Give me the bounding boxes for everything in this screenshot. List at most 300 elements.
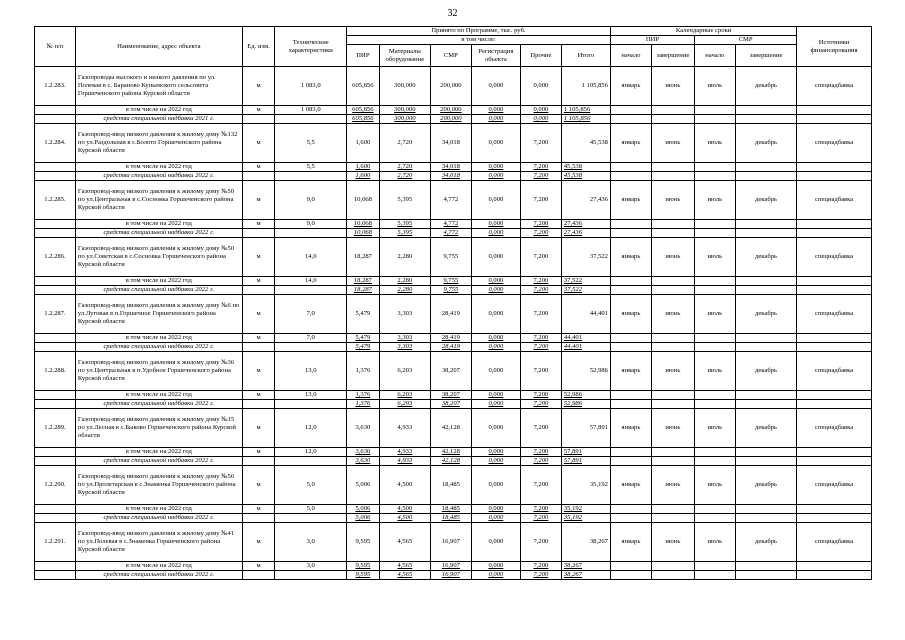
subtotal-value: 0,000 — [471, 334, 520, 343]
subtotal-row — [35, 106, 872, 115]
program-table — [34, 26, 872, 580]
pir-end-cell: июнь — [651, 466, 694, 505]
subtotal-blank — [651, 448, 694, 457]
smr-start-cell: июль — [694, 238, 735, 277]
reg-cell: 0,000 — [471, 238, 520, 277]
subtotal-value: 1,600 — [347, 163, 380, 172]
object-name: Газопровод-ввод низкого давления к жилому дому №15 по ул.Лесная в с.Быково Горшеченского района Курской области — [75, 409, 242, 448]
table-header — [35, 27, 872, 67]
subtotal-value: 10,068 — [347, 220, 380, 229]
tech-cell: 12,0 — [275, 409, 347, 448]
source-value: 5,479 — [347, 343, 380, 352]
source-empty — [35, 571, 76, 580]
subtotal-empty — [35, 277, 76, 286]
source-row — [35, 172, 872, 181]
subtotal-value: 1,376 — [347, 391, 380, 400]
subtotal-value: 7,200 — [520, 562, 561, 571]
subtotal-value: 28,419 — [430, 334, 471, 343]
source-blank — [694, 172, 735, 181]
subtotal-label: в том числе на 2022 год — [75, 106, 242, 115]
subtotal-value: 7,200 — [520, 448, 561, 457]
source-value: 1,600 — [347, 172, 380, 181]
source-cell: спецнадбавка — [797, 409, 872, 448]
object-name: Газопровод-ввод низкого давления к жилому дому №41 по ул.Полевая в с.Знаменка Горшеченского района Курской области — [75, 523, 242, 562]
pir-start-cell: январь — [610, 295, 651, 334]
subtotal-value: 45,538 — [561, 163, 610, 172]
smr-end-cell: декабрь — [735, 124, 796, 163]
subtotal-blank — [735, 277, 796, 286]
other-cell: 7,200 — [520, 523, 561, 562]
smr-start-cell: июль — [694, 409, 735, 448]
pir-start-cell: январь — [610, 352, 651, 391]
source-value: 3,303 — [379, 343, 430, 352]
source-blank — [242, 343, 275, 352]
source-value: 57,891 — [561, 457, 610, 466]
source-cell: спецнадбавка — [797, 352, 872, 391]
table-body — [35, 67, 872, 580]
source-blank — [610, 229, 651, 238]
subtotal-blank — [610, 277, 651, 286]
source-cell: спецнадбавка — [797, 295, 872, 334]
total-cell: 57,891 — [561, 409, 610, 448]
tech-cell: 5,0 — [275, 466, 347, 505]
header-source: Источники финансирования — [797, 27, 872, 67]
pir-end-cell: июнь — [651, 523, 694, 562]
header-smr: СМР — [430, 45, 471, 67]
pir-cell: 1,600 — [347, 124, 380, 163]
source-value: 0,000 — [471, 172, 520, 181]
source-row — [35, 514, 872, 523]
source-blank — [242, 514, 275, 523]
subtotal-value: 0,000 — [471, 106, 520, 115]
source-blank — [797, 343, 872, 352]
table-row — [35, 67, 872, 106]
subtotal-value: 18,485 — [430, 505, 471, 514]
source-value: 34,018 — [430, 172, 471, 181]
source-cell: спецнадбавка — [797, 523, 872, 562]
subtotal-value: 7,200 — [520, 220, 561, 229]
source-value: 0,000 — [471, 457, 520, 466]
subtotal-blank — [694, 448, 735, 457]
mat-cell: 4,933 — [379, 409, 430, 448]
subtotal-blank — [651, 106, 694, 115]
subtotal-value: 5,395 — [379, 220, 430, 229]
source-blank — [242, 115, 275, 124]
source-blank — [651, 457, 694, 466]
subtotal-blank — [797, 220, 872, 229]
source-blank — [735, 172, 796, 181]
source-blank — [735, 514, 796, 523]
subtotal-blank — [735, 448, 796, 457]
row-number: 1.2.288. — [35, 352, 76, 391]
source-cell: спецнадбавка — [797, 466, 872, 505]
header-pir-end: завершение — [651, 45, 694, 67]
unit-cell: м — [242, 67, 275, 106]
subtotal-unit: м — [242, 334, 275, 343]
source-value: 7,200 — [520, 514, 561, 523]
table-row — [35, 124, 872, 163]
row-number: 1.2.284. — [35, 124, 76, 163]
subtotal-unit: м — [242, 562, 275, 571]
pir-cell: 3,630 — [347, 409, 380, 448]
mat-cell: 4,500 — [379, 466, 430, 505]
subtotal-label: в том числе на 2022 год — [75, 391, 242, 400]
source-blank — [651, 514, 694, 523]
table-row — [35, 409, 872, 448]
unit-cell: м — [242, 352, 275, 391]
source-cell: спецнадбавка — [797, 238, 872, 277]
reg-cell: 0,000 — [471, 124, 520, 163]
subtotal-value: 5,006 — [347, 505, 380, 514]
source-empty — [35, 172, 76, 181]
header-cal-pir: ПИР — [610, 36, 694, 45]
subtotal-blank — [651, 505, 694, 514]
subtotal-tech: 5,5 — [275, 163, 347, 172]
smr-cell: 4,772 — [430, 181, 471, 220]
subtotal-tech: 13,0 — [275, 391, 347, 400]
subtotal-blank — [694, 277, 735, 286]
smr-start-cell: июль — [694, 352, 735, 391]
source-value: 27,436 — [561, 229, 610, 238]
subtotal-row — [35, 220, 872, 229]
pir-cell: 5,006 — [347, 466, 380, 505]
source-label: средства специальной надбавки 2022 г. — [75, 457, 242, 466]
subtotal-row — [35, 391, 872, 400]
source-blank — [242, 229, 275, 238]
subtotal-blank — [797, 505, 872, 514]
subtotal-empty — [35, 448, 76, 457]
source-value: 0,000 — [471, 514, 520, 523]
subtotal-value: 2,720 — [379, 163, 430, 172]
pir-end-cell: июнь — [651, 124, 694, 163]
smr-start-cell: июль — [694, 67, 735, 106]
table-row — [35, 352, 872, 391]
subtotal-blank — [797, 163, 872, 172]
table-row — [35, 466, 872, 505]
source-blank — [242, 457, 275, 466]
subtotal-blank — [610, 505, 651, 514]
subtotal-label: в том числе на 2022 год — [75, 562, 242, 571]
source-blank — [651, 115, 694, 124]
source-value: 1 105,856 — [561, 115, 610, 124]
table-row — [35, 523, 872, 562]
subtotal-row — [35, 562, 872, 571]
source-blank — [735, 286, 796, 295]
subtotal-blank — [651, 391, 694, 400]
subtotal-value: 57,891 — [561, 448, 610, 457]
pir-cell: 10,068 — [347, 181, 380, 220]
smr-end-cell: декабрь — [735, 67, 796, 106]
subtotal-blank — [797, 391, 872, 400]
subtotal-row — [35, 448, 872, 457]
source-label: средства специальной надбавки 2022 г. — [75, 229, 242, 238]
smr-end-cell: декабрь — [735, 352, 796, 391]
reg-cell: 0,000 — [471, 523, 520, 562]
source-value: 605,856 — [347, 115, 380, 124]
source-value: 6,203 — [379, 400, 430, 409]
unit-cell: м — [242, 295, 275, 334]
subtotal-blank — [651, 220, 694, 229]
pir-end-cell: июнь — [651, 238, 694, 277]
page-number: 32 — [447, 8, 458, 19]
unit-cell: м — [242, 181, 275, 220]
source-blank — [275, 457, 347, 466]
source-blank — [651, 400, 694, 409]
source-blank — [610, 172, 651, 181]
other-cell: 7,200 — [520, 352, 561, 391]
subtotal-empty — [35, 391, 76, 400]
source-blank — [610, 400, 651, 409]
total-cell: 37,522 — [561, 238, 610, 277]
source-value: 10,068 — [347, 229, 380, 238]
mat-cell: 2,720 — [379, 124, 430, 163]
source-blank — [610, 115, 651, 124]
subtotal-empty — [35, 505, 76, 514]
source-row — [35, 115, 872, 124]
mat-cell: 3,303 — [379, 295, 430, 334]
source-blank — [797, 286, 872, 295]
subtotal-value: 0,000 — [471, 448, 520, 457]
reg-cell: 0,000 — [471, 295, 520, 334]
subtotal-tech: 1 083,0 — [275, 106, 347, 115]
subtotal-blank — [694, 220, 735, 229]
table-row — [35, 295, 872, 334]
reg-cell: 0,000 — [471, 181, 520, 220]
subtotal-blank — [797, 106, 872, 115]
unit-cell: м — [242, 124, 275, 163]
header-pir: ПИР — [347, 45, 380, 67]
header-incl: в том числе: — [347, 36, 611, 45]
source-blank — [797, 172, 872, 181]
unit-cell: м — [242, 523, 275, 562]
subtotal-value: 35,192 — [561, 505, 610, 514]
source-value: 38,267 — [561, 571, 610, 580]
source-blank — [694, 457, 735, 466]
source-value: 200,000 — [430, 115, 471, 124]
subtotal-label: в том числе на 2022 год — [75, 220, 242, 229]
subtotal-empty — [35, 220, 76, 229]
source-value: 7,200 — [520, 229, 561, 238]
smr-cell: 34,018 — [430, 124, 471, 163]
source-label: средства специальной надбавки 2022 г. — [75, 172, 242, 181]
pir-cell: 1,376 — [347, 352, 380, 391]
subtotal-unit: м — [242, 505, 275, 514]
row-number: 1.2.289. — [35, 409, 76, 448]
source-blank — [651, 286, 694, 295]
other-cell: 7,200 — [520, 181, 561, 220]
subtotal-blank — [735, 562, 796, 571]
tech-cell: 5,5 — [275, 124, 347, 163]
source-blank — [797, 229, 872, 238]
smr-start-cell: июль — [694, 181, 735, 220]
smr-cell: 42,128 — [430, 409, 471, 448]
source-value: 28,419 — [430, 343, 471, 352]
source-blank — [797, 457, 872, 466]
subtotal-value: 7,200 — [520, 163, 561, 172]
subtotal-tech: 3,0 — [275, 562, 347, 571]
subtotal-blank — [735, 391, 796, 400]
pir-start-cell: январь — [610, 409, 651, 448]
subtotal-blank — [610, 562, 651, 571]
source-value: 18,287 — [347, 286, 380, 295]
subtotal-value: 0,000 — [520, 106, 561, 115]
subtotal-value: 4,772 — [430, 220, 471, 229]
source-value: 38,207 — [430, 400, 471, 409]
header-materials: Материалы оборудование — [379, 45, 430, 67]
subtotal-tech: 7,0 — [275, 334, 347, 343]
subtotal-blank — [735, 163, 796, 172]
subtotal-blank — [694, 334, 735, 343]
source-label: средства специальной надбавки 2022 г. — [75, 514, 242, 523]
subtotal-value: 7,200 — [520, 277, 561, 286]
source-blank — [275, 343, 347, 352]
smr-end-cell: декабрь — [735, 295, 796, 334]
pir-start-cell: январь — [610, 238, 651, 277]
subtotal-unit: м — [242, 391, 275, 400]
subtotal-value: 4,933 — [379, 448, 430, 457]
subtotal-value: 7,200 — [520, 334, 561, 343]
source-value: 7,200 — [520, 400, 561, 409]
source-blank — [735, 457, 796, 466]
source-value: 7,200 — [520, 457, 561, 466]
mat-cell: 2,280 — [379, 238, 430, 277]
subtotal-value: 0,000 — [471, 562, 520, 571]
smr-start-cell: июль — [694, 295, 735, 334]
pir-end-cell: июнь — [651, 181, 694, 220]
source-empty — [35, 115, 76, 124]
source-blank — [610, 343, 651, 352]
source-blank — [797, 115, 872, 124]
subtotal-value: 0,000 — [471, 163, 520, 172]
source-blank — [651, 229, 694, 238]
source-blank — [797, 400, 872, 409]
source-value: 7,200 — [520, 172, 561, 181]
subtotal-value: 200,000 — [430, 106, 471, 115]
subtotal-unit: м — [242, 163, 275, 172]
source-blank — [735, 115, 796, 124]
pir-cell: 9,595 — [347, 523, 380, 562]
subtotal-blank — [694, 391, 735, 400]
total-cell: 45,538 — [561, 124, 610, 163]
subtotal-value: 38,267 — [561, 562, 610, 571]
source-blank — [694, 229, 735, 238]
smr-start-cell: июль — [694, 466, 735, 505]
subtotal-value: 3,630 — [347, 448, 380, 457]
smr-cell: 16,907 — [430, 523, 471, 562]
source-blank — [275, 229, 347, 238]
subtotal-value: 9,755 — [430, 277, 471, 286]
source-value: 3,630 — [347, 457, 380, 466]
source-blank — [275, 115, 347, 124]
subtotal-blank — [651, 334, 694, 343]
source-value: 9,755 — [430, 286, 471, 295]
source-cell: спецнадбавка — [797, 181, 872, 220]
source-row — [35, 286, 872, 295]
subtotal-value: 0,000 — [471, 505, 520, 514]
source-blank — [610, 457, 651, 466]
source-cell: спецнадбавка — [797, 67, 872, 106]
subtotal-blank — [797, 277, 872, 286]
tech-cell: 7,0 — [275, 295, 347, 334]
source-label: средства специальной надбавки 2022 г. — [75, 400, 242, 409]
other-cell: 0,000 — [520, 67, 561, 106]
source-value: 7,200 — [520, 571, 561, 580]
source-value: 42,128 — [430, 457, 471, 466]
pir-cell: 5,479 — [347, 295, 380, 334]
pir-end-cell: июнь — [651, 409, 694, 448]
source-blank — [735, 400, 796, 409]
header-name: Наименование, адрес объекта — [75, 27, 242, 67]
object-name: Газопровод-ввод низкого давления к жилому дому №50 по ул.Центральная в с.Сосновка Горшеченского района Курской области — [75, 181, 242, 220]
subtotal-value: 0,000 — [471, 391, 520, 400]
smr-cell: 200,000 — [430, 67, 471, 106]
other-cell: 7,200 — [520, 409, 561, 448]
source-value: 0,000 — [471, 571, 520, 580]
pir-cell: 18,287 — [347, 238, 380, 277]
subtotal-blank — [651, 277, 694, 286]
source-value: 45,538 — [561, 172, 610, 181]
source-label: средства специальной надбавки 2021 г. — [75, 115, 242, 124]
header-accepted: Принято по Программе, тыс. руб. — [347, 27, 611, 36]
pir-start-cell: январь — [610, 124, 651, 163]
subtotal-blank — [651, 163, 694, 172]
source-value: 37,522 — [561, 286, 610, 295]
source-empty — [35, 286, 76, 295]
reg-cell: 0,000 — [471, 466, 520, 505]
subtotal-row — [35, 163, 872, 172]
subtotal-value: 9,595 — [347, 562, 380, 571]
source-blank — [610, 514, 651, 523]
subtotal-label: в том числе на 2022 год — [75, 505, 242, 514]
subtotal-label: в том числе на 2022 год — [75, 277, 242, 286]
subtotal-value: 3,303 — [379, 334, 430, 343]
subtotal-value: 27,436 — [561, 220, 610, 229]
header-other: Прочие — [520, 45, 561, 67]
source-label: средства специальной надбавки 2022 г. — [75, 571, 242, 580]
source-empty — [35, 514, 76, 523]
object-name: Газопровод-ввод низкого давления к жилому дому №6 по ул.Луговая в п.Горшечное Горшеченского района Курской области — [75, 295, 242, 334]
source-value: 44,401 — [561, 343, 610, 352]
source-blank — [797, 571, 872, 580]
subtotal-empty — [35, 163, 76, 172]
subtotal-blank — [694, 106, 735, 115]
total-cell: 27,436 — [561, 181, 610, 220]
subtotal-blank — [610, 106, 651, 115]
subtotal-label: в том числе на 2022 год — [75, 334, 242, 343]
other-cell: 7,200 — [520, 295, 561, 334]
subtotal-value: 0,000 — [471, 220, 520, 229]
subtotal-blank — [651, 562, 694, 571]
subtotal-label: в том числе на 2022 год — [75, 163, 242, 172]
total-cell: 35,192 — [561, 466, 610, 505]
smr-end-cell: декабрь — [735, 523, 796, 562]
tech-cell: 9,0 — [275, 181, 347, 220]
source-blank — [242, 400, 275, 409]
row-number: 1.2.286. — [35, 238, 76, 277]
header-smr-start: начало — [694, 45, 735, 67]
subtotal-blank — [610, 220, 651, 229]
header-calendar: Календарные сроки — [610, 27, 796, 36]
tech-cell: 13,0 — [275, 352, 347, 391]
subtotal-value: 300,000 — [379, 106, 430, 115]
subtotal-value: 52,986 — [561, 391, 610, 400]
pir-start-cell: январь — [610, 181, 651, 220]
subtotal-empty — [35, 562, 76, 571]
table-row — [35, 238, 872, 277]
subtotal-blank — [610, 391, 651, 400]
total-cell: 44,401 — [561, 295, 610, 334]
source-row — [35, 571, 872, 580]
